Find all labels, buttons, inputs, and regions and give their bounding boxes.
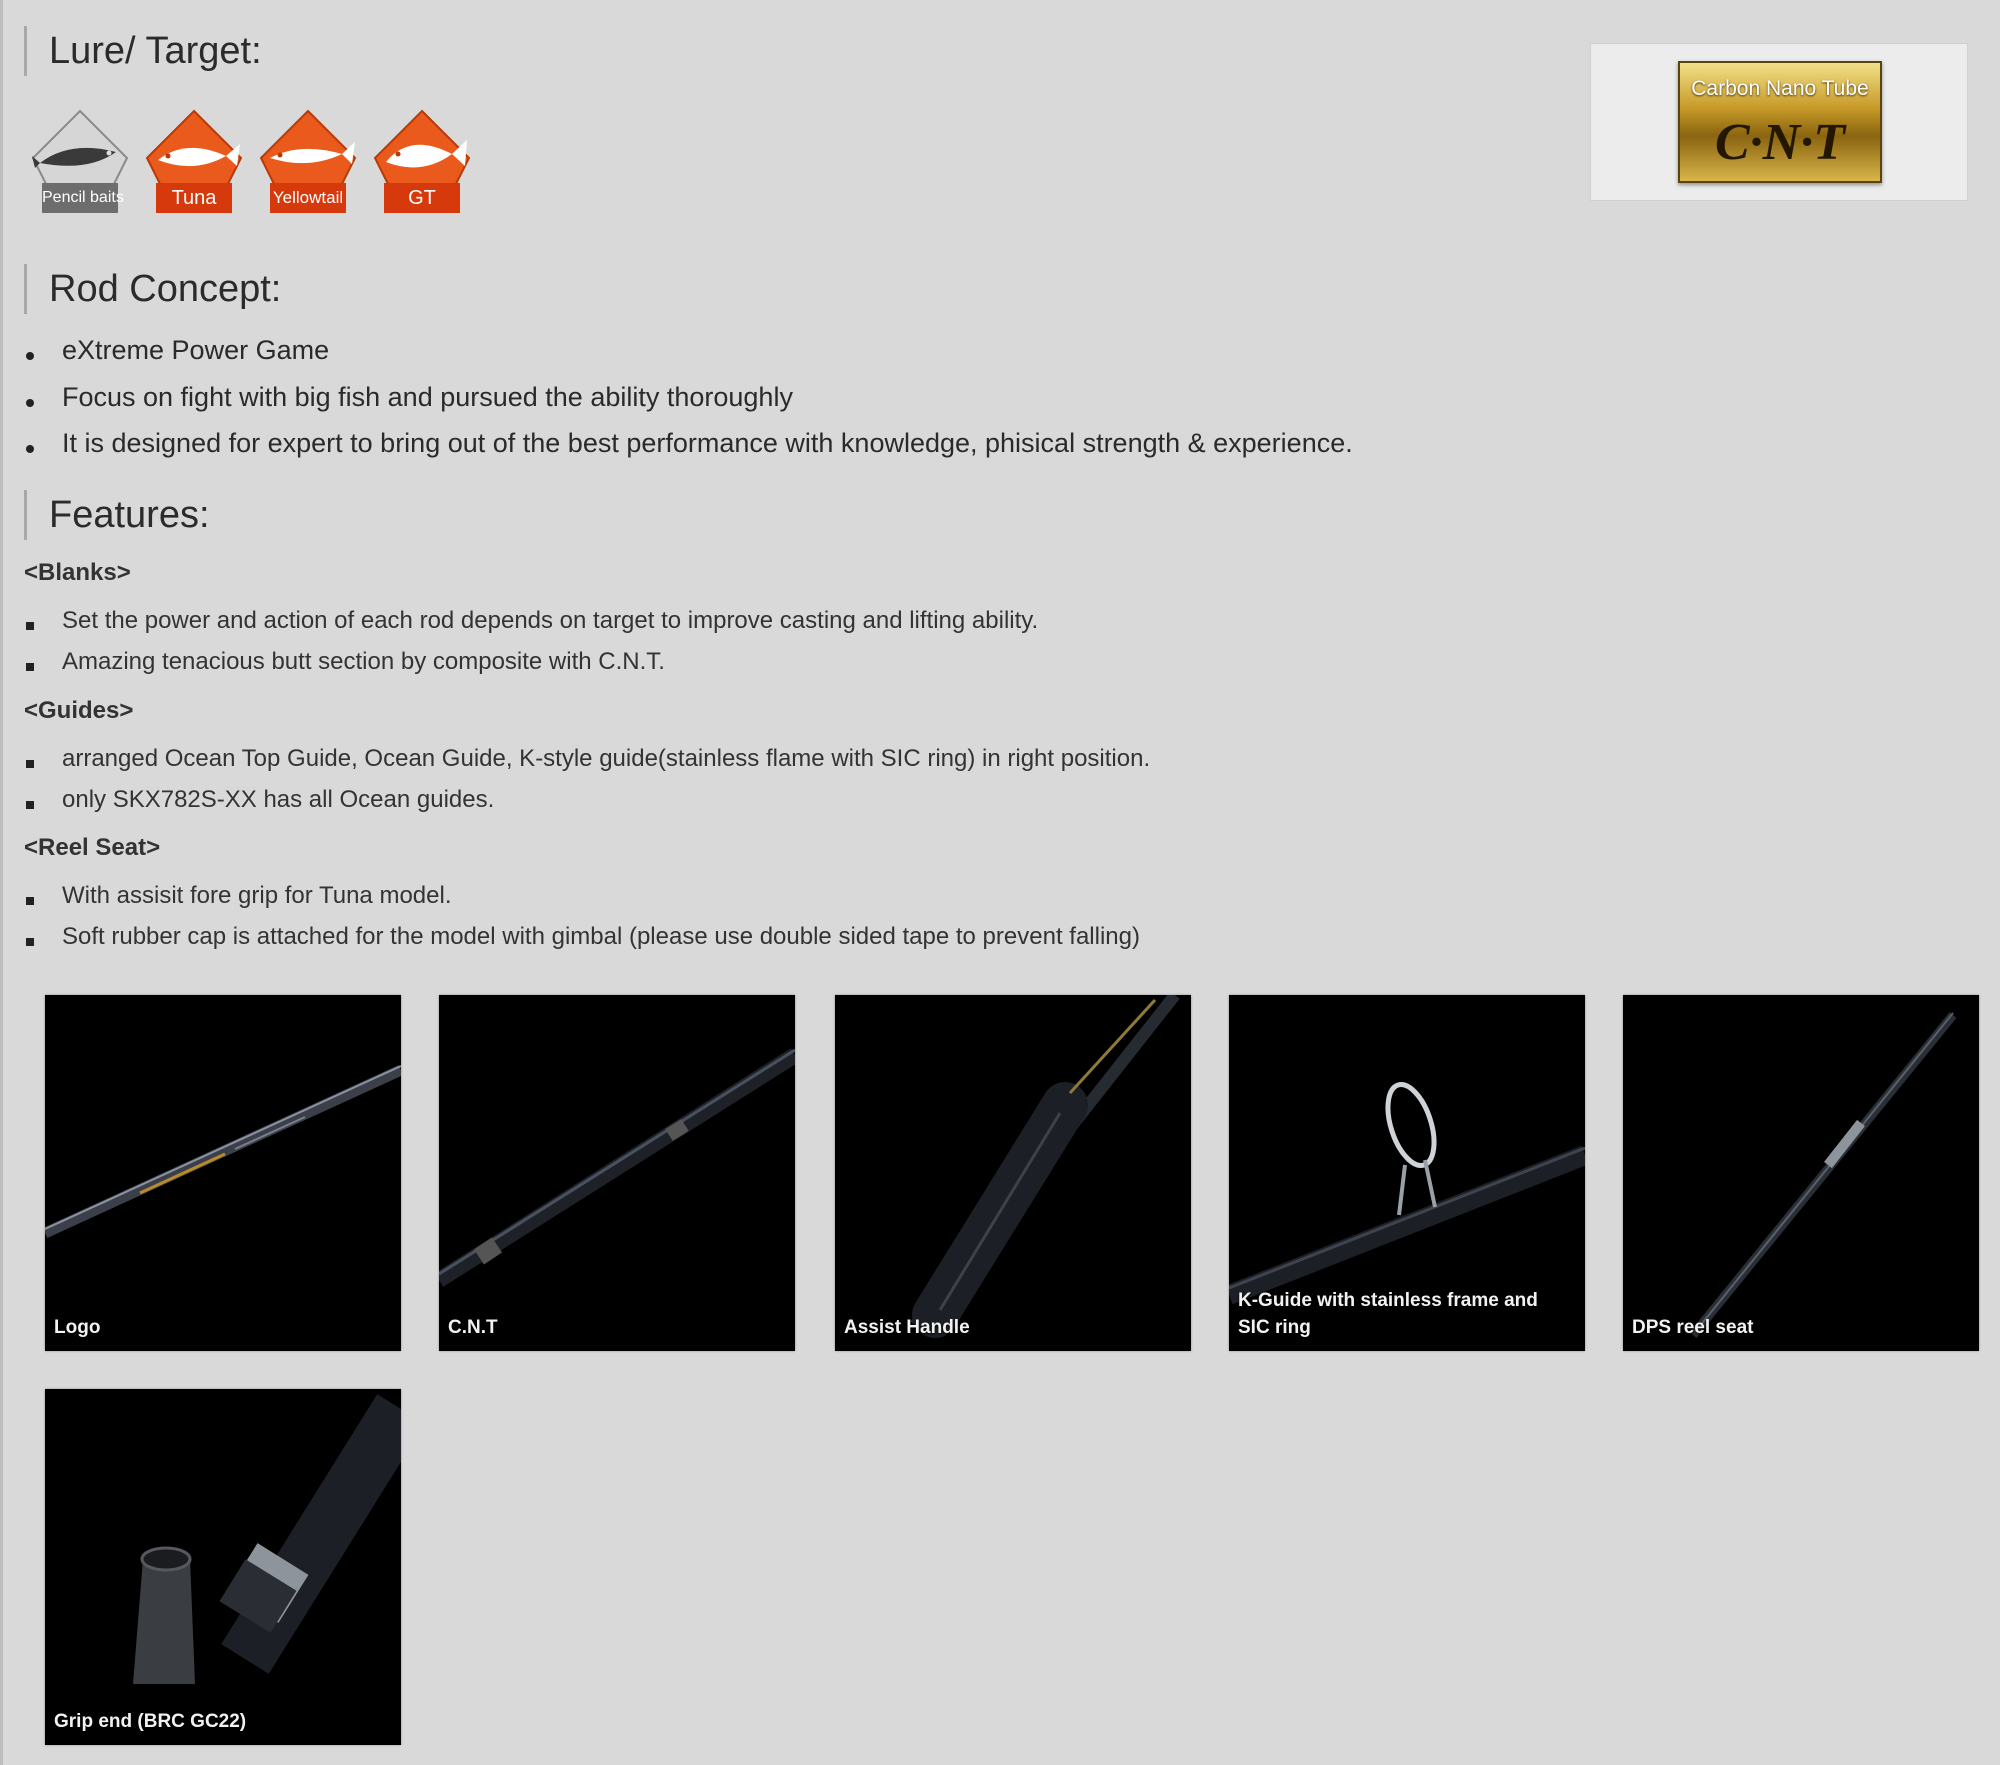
grip-end-photo: [45, 1389, 401, 1745]
photo-caption: Assist Handle: [844, 1317, 970, 1338]
target-label: Pencil baits: [42, 189, 124, 206]
guides-list: [24, 745, 1150, 827]
gallery-photo-logo[interactable]: [45, 995, 401, 1351]
target-tuna: [144, 108, 244, 213]
feature-item: [24, 648, 1038, 689]
photo-caption: Logo: [54, 1317, 101, 1338]
target-label: Yellowtail: [272, 188, 344, 207]
rod-cnt-photo: [439, 995, 795, 1351]
feature-item: [24, 745, 1150, 786]
cnt-badge-panel: [1590, 43, 1968, 201]
rod-concept-item: [24, 382, 1353, 428]
feature-item-text: Set the power and action of each rod depends on target to improve casting and lifting ability.: [62, 607, 1039, 634]
blanks-list: [24, 607, 1038, 689]
rod-concept-title: Rod Concept:: [24, 264, 281, 314]
guides-heading: <Guides>: [24, 697, 134, 724]
assist-handle-photo: [835, 995, 1191, 1351]
cnt-badge-subtitle: Carbon Nano Tube: [1691, 77, 1869, 100]
blanks-heading: <Blanks>: [24, 559, 131, 586]
photo-caption: Grip end (BRC GC22): [54, 1711, 247, 1732]
reel-seat-heading: <Reel Seat>: [24, 834, 161, 861]
feature-item: [24, 786, 1150, 827]
gallery-photo-cnt[interactable]: [439, 995, 795, 1351]
feature-item-text: Amazing tenacious butt section by composite with C.N.T.: [62, 648, 665, 675]
cnt-badge-title: C·N·T: [1715, 114, 1845, 171]
rod-logo-photo: [45, 995, 401, 1351]
rod-concept-item: [24, 428, 1353, 474]
feature-item-text: only SKX782S-XX has all Ocean guides.: [62, 786, 495, 813]
target-pencil-baits: [30, 108, 130, 213]
rod-concept-item-text: It is designed for expert to bring out of the best performance with knowledge, phisical strength & experience.: [62, 428, 1353, 458]
rod-concept-item: [24, 335, 1353, 382]
photo-caption: K-Guide with stainless frame and SIC ring: [1238, 1290, 1538, 1338]
target-yellowtail: [258, 108, 358, 213]
target-gt: [372, 108, 472, 213]
rod-concept-list: [24, 335, 1353, 474]
feature-item: [24, 882, 1140, 923]
feature-item: [24, 923, 1140, 964]
gallery-photo-k-guide[interactable]: [1229, 995, 1585, 1351]
photo-caption: C.N.T: [448, 1317, 498, 1338]
gallery-photo-assist-handle[interactable]: [835, 995, 1191, 1351]
reel-seat-list: [24, 882, 1140, 964]
gallery-photo-dps-reel-seat[interactable]: [1623, 995, 1979, 1351]
rod-concept-item-text: eXtreme Power Game: [62, 335, 330, 365]
rod-concept-item-text: Focus on fight with big fish and pursued the ability thoroughly: [62, 382, 793, 412]
dps-reel-seat-photo: [1623, 995, 1979, 1351]
left-edge-divider: [0, 0, 3, 1765]
target-label: Tuna: [171, 187, 217, 209]
photo-caption: DPS reel seat: [1632, 1317, 1754, 1338]
feature-item-text: arranged Ocean Top Guide, Ocean Guide, K-style guide(stainless flame with SIC ring) in right position.: [62, 745, 1151, 772]
feature-item-text: Soft rubber cap is attached for the model with gimbal (please use double sided tape to prevent falling): [62, 923, 1140, 950]
target-label: GT: [408, 187, 436, 209]
features-title: Features:: [24, 490, 210, 540]
feature-item-text: With assisit fore grip for Tuna model.: [62, 882, 452, 909]
lure-target-title: Lure/ Target:: [24, 26, 262, 76]
cnt-logo: [1678, 61, 1882, 183]
feature-item: [24, 607, 1038, 648]
gallery-photo-grip-end[interactable]: [45, 1389, 401, 1745]
